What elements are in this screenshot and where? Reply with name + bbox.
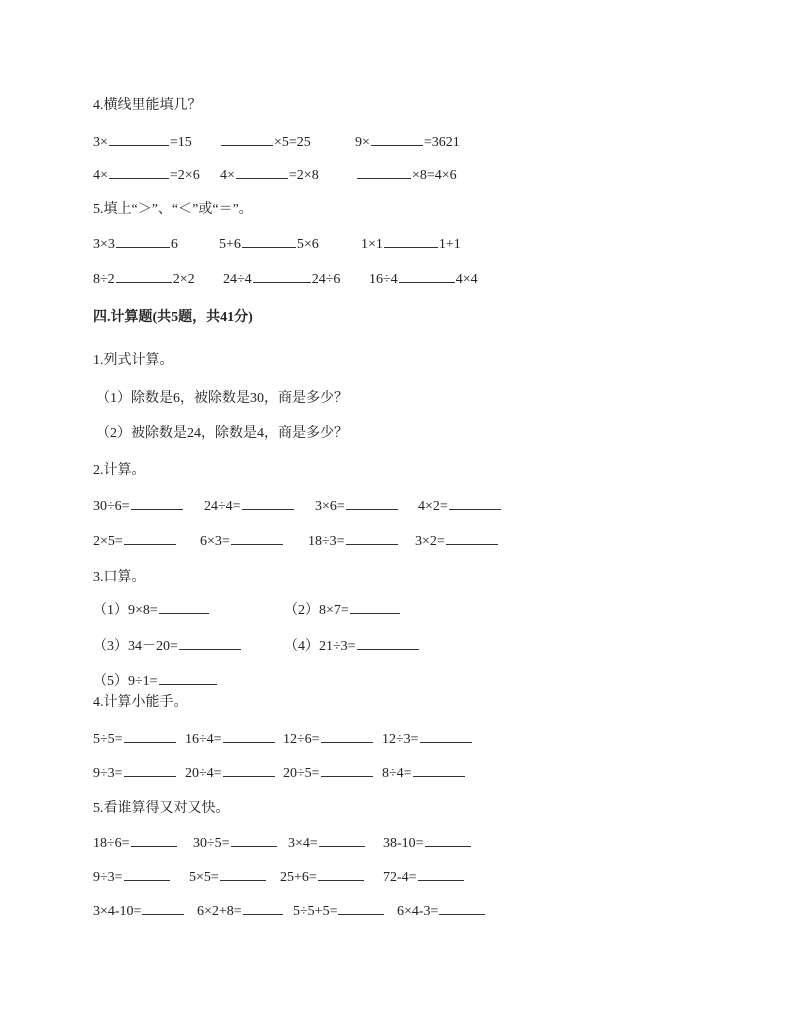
- answer-blank[interactable]: [321, 762, 373, 777]
- equation: 18÷3=: [308, 530, 399, 552]
- answer-blank[interactable]: [231, 530, 283, 545]
- answer-blank[interactable]: [231, 832, 277, 847]
- equation: （4）21÷3=: [284, 635, 420, 657]
- answer-blank[interactable]: [109, 164, 169, 179]
- answer-blank[interactable]: [243, 900, 283, 915]
- answer-blank[interactable]: [357, 635, 419, 650]
- equation: 72-4=: [383, 866, 465, 888]
- equation: 4× =2×6: [93, 164, 200, 186]
- answer-blank[interactable]: [242, 233, 296, 248]
- answer-blank[interactable]: [220, 866, 266, 881]
- answer-blank[interactable]: [109, 131, 169, 146]
- answer-blank[interactable]: [131, 832, 177, 847]
- equation: 3×2=: [415, 530, 499, 552]
- answer-blank[interactable]: [425, 832, 471, 847]
- equation: 3×6=: [315, 495, 399, 517]
- equation: 16÷4=: [185, 728, 276, 750]
- answer-blank[interactable]: [318, 866, 364, 881]
- answer-blank[interactable]: [223, 762, 275, 777]
- equation: 3× =15: [93, 131, 192, 153]
- equation: 2×5=: [93, 530, 177, 552]
- answer-blank[interactable]: [236, 164, 288, 179]
- equation: 30÷6=: [93, 495, 184, 517]
- answer-blank[interactable]: [420, 728, 472, 743]
- answer-blank[interactable]: [131, 495, 183, 510]
- answer-blank[interactable]: [346, 530, 398, 545]
- answer-blank[interactable]: [418, 866, 464, 881]
- answer-blank[interactable]: [446, 530, 498, 545]
- question-heading: 1.列式计算。: [93, 353, 174, 368]
- answer-blank[interactable]: [116, 233, 170, 248]
- equation: 6×3=: [200, 530, 284, 552]
- answer-blank[interactable]: [357, 164, 411, 179]
- equation: 4× =2×8: [220, 164, 319, 186]
- equation: 3×4-10=: [93, 900, 185, 922]
- comparison: 5+6 5×6: [219, 233, 319, 255]
- equation: 30÷5=: [193, 832, 278, 854]
- equation: 4×2=: [418, 495, 502, 517]
- question-heading: 4.横线里能填几？: [93, 98, 202, 113]
- equation: 3×4=: [288, 832, 366, 854]
- word-problem: （2）被除数是24，除数是4，商是多少？: [96, 426, 348, 441]
- answer-blank[interactable]: [159, 670, 217, 685]
- equation: 38-10=: [383, 832, 472, 854]
- question-heading: 5.看谁算得又对又快。: [93, 801, 230, 816]
- question-heading: 4.计算小能手。: [93, 695, 188, 710]
- answer-blank[interactable]: [223, 728, 275, 743]
- answer-blank[interactable]: [449, 495, 501, 510]
- question-heading: 2.计算。: [93, 463, 146, 478]
- equation: 5÷5=: [93, 728, 177, 750]
- equation: 9÷3=: [93, 866, 171, 888]
- comparison: 3×3 6: [93, 233, 178, 255]
- equation: 20÷5=: [283, 762, 374, 784]
- equation: 25+6=: [280, 866, 365, 888]
- equation: （5）9÷1=: [93, 670, 218, 692]
- question-heading: 3.口算。: [93, 570, 146, 585]
- equation: （2）8×7=: [284, 599, 401, 621]
- answer-blank[interactable]: [346, 495, 398, 510]
- answer-blank[interactable]: [124, 728, 176, 743]
- answer-blank[interactable]: [124, 530, 176, 545]
- comparison: 24÷4 24÷6: [223, 268, 340, 290]
- equation: 6×2+8=: [197, 900, 284, 922]
- equation: （3）34－20=: [93, 635, 242, 657]
- comparison: 16÷4 4×4: [369, 268, 478, 290]
- equation: 24÷4=: [204, 495, 295, 517]
- equation: 9× =3621: [355, 131, 460, 153]
- equation: （1）9×8=: [93, 599, 210, 621]
- equation: ×8=4×6: [356, 164, 457, 186]
- equation: 8÷4=: [382, 762, 466, 784]
- answer-blank[interactable]: [384, 233, 438, 248]
- equation: ×5=25: [220, 131, 311, 153]
- answer-blank[interactable]: [439, 900, 485, 915]
- answer-blank[interactable]: [242, 495, 294, 510]
- answer-blank[interactable]: [221, 131, 273, 146]
- answer-blank[interactable]: [124, 762, 176, 777]
- answer-blank[interactable]: [159, 599, 209, 614]
- equation: 5÷5+5=: [293, 900, 385, 922]
- answer-blank[interactable]: [319, 832, 365, 847]
- equation: 6×4-3=: [397, 900, 486, 922]
- answer-blank[interactable]: [371, 131, 423, 146]
- answer-blank[interactable]: [350, 599, 400, 614]
- answer-blank[interactable]: [116, 268, 172, 283]
- equation: 5×5=: [189, 866, 267, 888]
- comparison: 8÷2 2×2: [93, 268, 195, 290]
- answer-blank[interactable]: [179, 635, 241, 650]
- answer-blank[interactable]: [321, 728, 373, 743]
- answer-blank[interactable]: [399, 268, 455, 283]
- answer-blank[interactable]: [253, 268, 311, 283]
- answer-blank[interactable]: [124, 866, 170, 881]
- section-title: 四.计算题(共5题，共41分): [93, 310, 253, 325]
- equation: 9÷3=: [93, 762, 177, 784]
- equation: 12÷3=: [382, 728, 473, 750]
- answer-blank[interactable]: [413, 762, 465, 777]
- equation: 20÷4=: [185, 762, 276, 784]
- comparison: 1×1 1+1: [361, 233, 461, 255]
- equation: 18÷6=: [93, 832, 178, 854]
- question-heading: 5.填上“＞”、“＜”或“＝”。: [93, 202, 253, 217]
- word-problem: （1）除数是6，被除数是30，商是多少？: [96, 391, 348, 406]
- answer-blank[interactable]: [338, 900, 384, 915]
- equation: 12÷6=: [283, 728, 374, 750]
- answer-blank[interactable]: [142, 900, 184, 915]
